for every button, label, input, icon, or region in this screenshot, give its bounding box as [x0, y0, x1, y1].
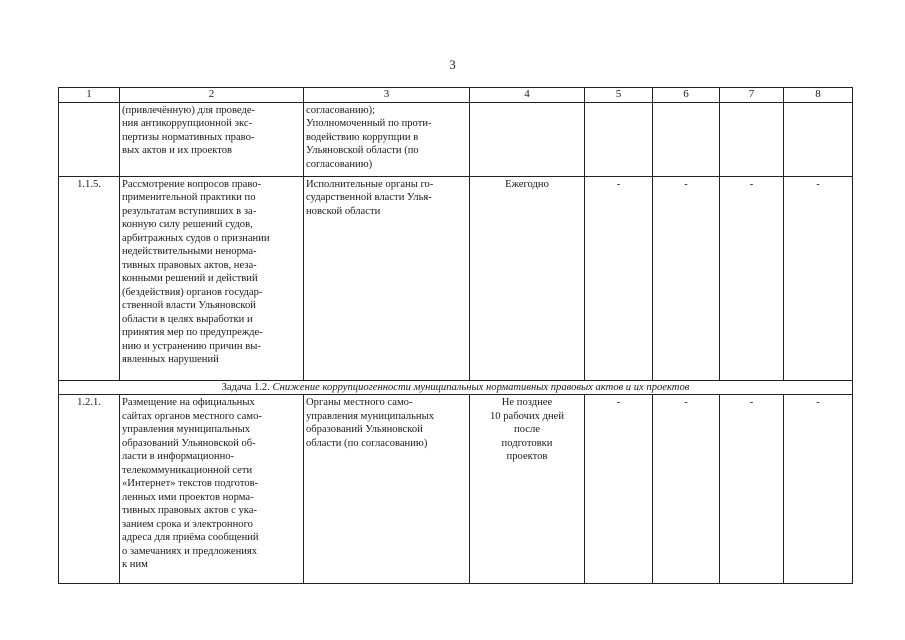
table-row [59, 176, 853, 380]
column-header: 4 [470, 88, 585, 103]
cell-col5: - [585, 395, 653, 584]
column-header: 7 [720, 88, 784, 103]
column-header: 5 [585, 88, 653, 103]
measure-description: (привлечённую) для проведе- ния антикоррупционной экс- пертизы нормативных право- вых актов и их проектов [120, 102, 304, 176]
table-row [59, 102, 853, 176]
cell-col5: - [585, 176, 653, 380]
item-number: 1.1.5. [59, 176, 120, 380]
deadline-cell: Ежегодно [470, 176, 585, 380]
column-header: 8 [784, 88, 853, 103]
column-header: 3 [304, 88, 470, 103]
task-heading [59, 380, 853, 395]
measures-table [58, 87, 853, 584]
column-number-header [59, 88, 853, 103]
item-number: 1.2.1. [59, 395, 120, 584]
cell-col6 [653, 102, 720, 176]
task-heading-row [59, 380, 853, 395]
measure-description: Размещение на официальных сайтах органов местного само- управления муниципальных образований Ульяновской об- ласти в информационно- телекоммуникационной сети «Интернет» текстов подготов- ленных ими проектов норма- тивных правовых актов с ука- занием срока и электронного адреса для приёма сообщений о замечаниях и предложениях к ним [120, 395, 304, 584]
cell-col6: - [653, 395, 720, 584]
table-row [59, 395, 853, 584]
column-header: 6 [653, 88, 720, 103]
cell-col5 [585, 102, 653, 176]
responsible-executor: согласованию); Уполномоченный по проти- водействию коррупции в Ульяновской области (по согласованию) [304, 102, 470, 176]
measure-description: Рассмотрение вопросов право- применительной практики по результатам вступивших в за- конную силу решений судов, арбитражных судов о признании недействительными ненорма- тивных правовых актов, неза- конными решений и действий (бездействия) органов государ- ственной власти Ульяновской области в целях выработки и принятия мер по предупрежде- нию и устранению причин вы- явленных нарушений [120, 176, 304, 380]
cell-col8: - [784, 395, 853, 584]
deadline-cell: Не позднее 10 рабочих дней после подготовки проектов [470, 395, 585, 584]
page-number: 3 [449, 57, 456, 72]
cell-col8: - [784, 176, 853, 380]
task-title: Снижение коррупциогенности муниципальных нормативных правовых актов и их проектов [272, 381, 690, 393]
column-header: 2 [120, 88, 304, 103]
cell-col7: - [720, 176, 784, 380]
responsible-executor: Органы местного само- управления муниципальных образований Ульяновской области (по согласованию) [304, 395, 470, 584]
cell-col8 [784, 102, 853, 176]
cell-col6: - [653, 176, 720, 380]
task-prefix: Задача 1.2. [221, 381, 273, 393]
column-header: 1 [59, 88, 120, 103]
deadline-cell [470, 102, 585, 176]
responsible-executor: Исполнительные органы го- сударственной власти Улья- новской области [304, 176, 470, 380]
cell-col7: - [720, 395, 784, 584]
item-number [59, 102, 120, 176]
cell-col7 [720, 102, 784, 176]
